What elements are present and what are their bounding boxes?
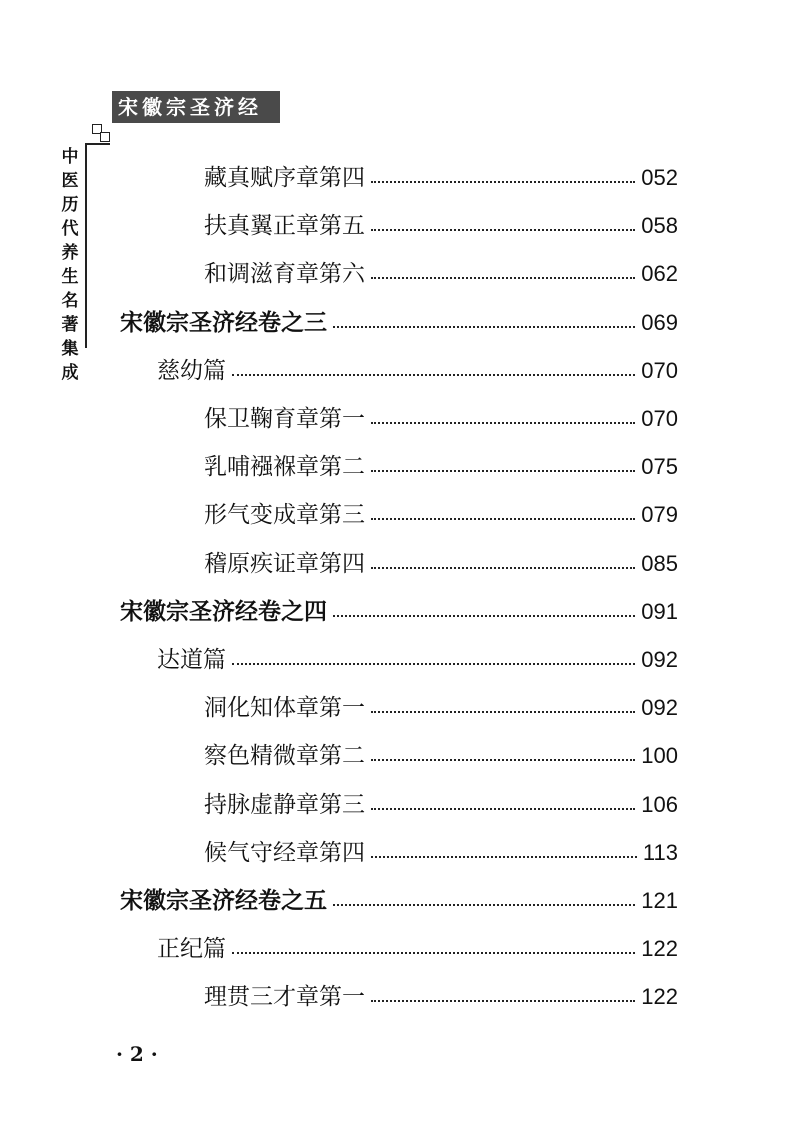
corner-ornament-inner: [100, 132, 110, 142]
toc-leader-dots: [371, 856, 637, 858]
toc-chapter-entry: [204, 259, 678, 289]
toc-entry-page: 062: [641, 261, 678, 287]
toc-leader-dots: [371, 567, 635, 569]
toc-leader-dots: [333, 326, 635, 328]
toc-entry-page: 075: [641, 454, 678, 480]
toc-chapter-entry: [204, 211, 678, 241]
toc-chapter-entry: [204, 693, 678, 723]
page-number: · 2 ·: [116, 1042, 158, 1066]
toc-entry-title: 保卫鞠育章第一: [204, 406, 365, 432]
toc-chapter-entry: [204, 452, 678, 482]
toc-leader-dots: [371, 229, 635, 231]
toc-entry-page: 122: [641, 984, 678, 1010]
toc-entry-title: 乳哺襁褓章第二: [204, 454, 365, 481]
toc-leader-dots: [232, 663, 635, 665]
toc-entry-page: 070: [641, 406, 678, 431]
toc-leader-dots: [371, 277, 635, 279]
toc-leader-dots: [232, 374, 635, 376]
toc-entry-page: 069: [641, 309, 678, 335]
toc-section-entry: [157, 645, 678, 675]
toc-leader-dots: [371, 759, 635, 761]
toc-entry-title: 理贯三才章第一: [204, 984, 365, 1011]
toc-entry-title: 慈幼篇: [157, 357, 226, 384]
toc-section-entry: [157, 934, 678, 964]
toc-entry-page: 121: [641, 888, 678, 913]
toc-entry-page: 106: [641, 791, 678, 817]
toc-leader-dots: [333, 904, 635, 906]
toc-entry-title: 藏真赋序章第四: [204, 165, 365, 191]
side-rule-horizontal: [85, 143, 110, 145]
toc-entry-title: 察色精微章第二: [204, 743, 365, 770]
toc-entry-page: 091: [641, 598, 678, 624]
toc-volume-entry: [120, 886, 678, 916]
toc-chapter-entry: [204, 500, 678, 530]
toc-entry-title: 扶真翼正章第五: [204, 213, 365, 240]
toc-entry-title: 持脉虚静章第三: [204, 791, 365, 818]
toc-volume-entry: [120, 308, 678, 338]
toc-entry-title: 宋徽宗圣济经卷之五: [120, 887, 327, 914]
toc-entry-page: 070: [641, 357, 678, 383]
toc-leader-dots: [232, 952, 635, 954]
toc-entry-title: 候气守经章第四: [204, 839, 365, 866]
toc-chapter-entry: [204, 982, 678, 1012]
toc-entry-page: 052: [641, 165, 678, 190]
toc-chapter-entry: [204, 404, 678, 434]
toc-volume-entry: [120, 597, 678, 627]
toc-entry-page: 079: [641, 502, 678, 528]
toc-leader-dots: [333, 615, 635, 617]
toc-leader-dots: [371, 711, 635, 713]
toc-entry-page: 092: [641, 695, 678, 721]
toc-leader-dots: [371, 1000, 635, 1002]
toc-entry-page: 122: [641, 936, 678, 962]
header-title: 宋徽宗圣济经: [118, 95, 262, 119]
toc-entry-title: 洞化知体章第一: [204, 695, 365, 722]
toc-entry-title: 稽原疾证章第四: [204, 550, 365, 577]
toc-chapter-entry: [204, 790, 678, 820]
toc-leader-dots: [371, 518, 635, 520]
toc-entry-title: 形气变成章第三: [204, 502, 365, 529]
toc-entry-title: 正纪篇: [157, 936, 226, 963]
side-rule-vertical: [85, 143, 87, 348]
toc-chapter-entry: [204, 163, 678, 193]
toc-chapter-entry: [204, 741, 678, 771]
toc-entry-page: 085: [641, 550, 678, 576]
toc-entry-page: 058: [641, 213, 678, 239]
toc-leader-dots: [371, 181, 635, 183]
toc-entry-page: 100: [641, 743, 678, 769]
toc-chapter-entry: [204, 838, 678, 868]
series-title-vertical: 中医历代养生名著集成: [61, 147, 79, 383]
toc-chapter-entry: [204, 549, 678, 579]
toc-entry-title: 和调滋育章第六: [204, 261, 365, 288]
toc-section-entry: [157, 356, 678, 386]
toc-entry-title: 宋徽宗圣济经卷之三: [120, 308, 327, 336]
toc-leader-dots: [371, 470, 635, 472]
toc-entry-page: 113: [642, 839, 678, 865]
toc-entry-title: 达道篇: [157, 647, 226, 673]
toc-leader-dots: [371, 422, 635, 424]
toc-entry-page: 092: [641, 647, 678, 672]
toc-leader-dots: [371, 808, 635, 810]
toc-entry-title: 宋徽宗圣济经卷之四: [120, 597, 327, 625]
